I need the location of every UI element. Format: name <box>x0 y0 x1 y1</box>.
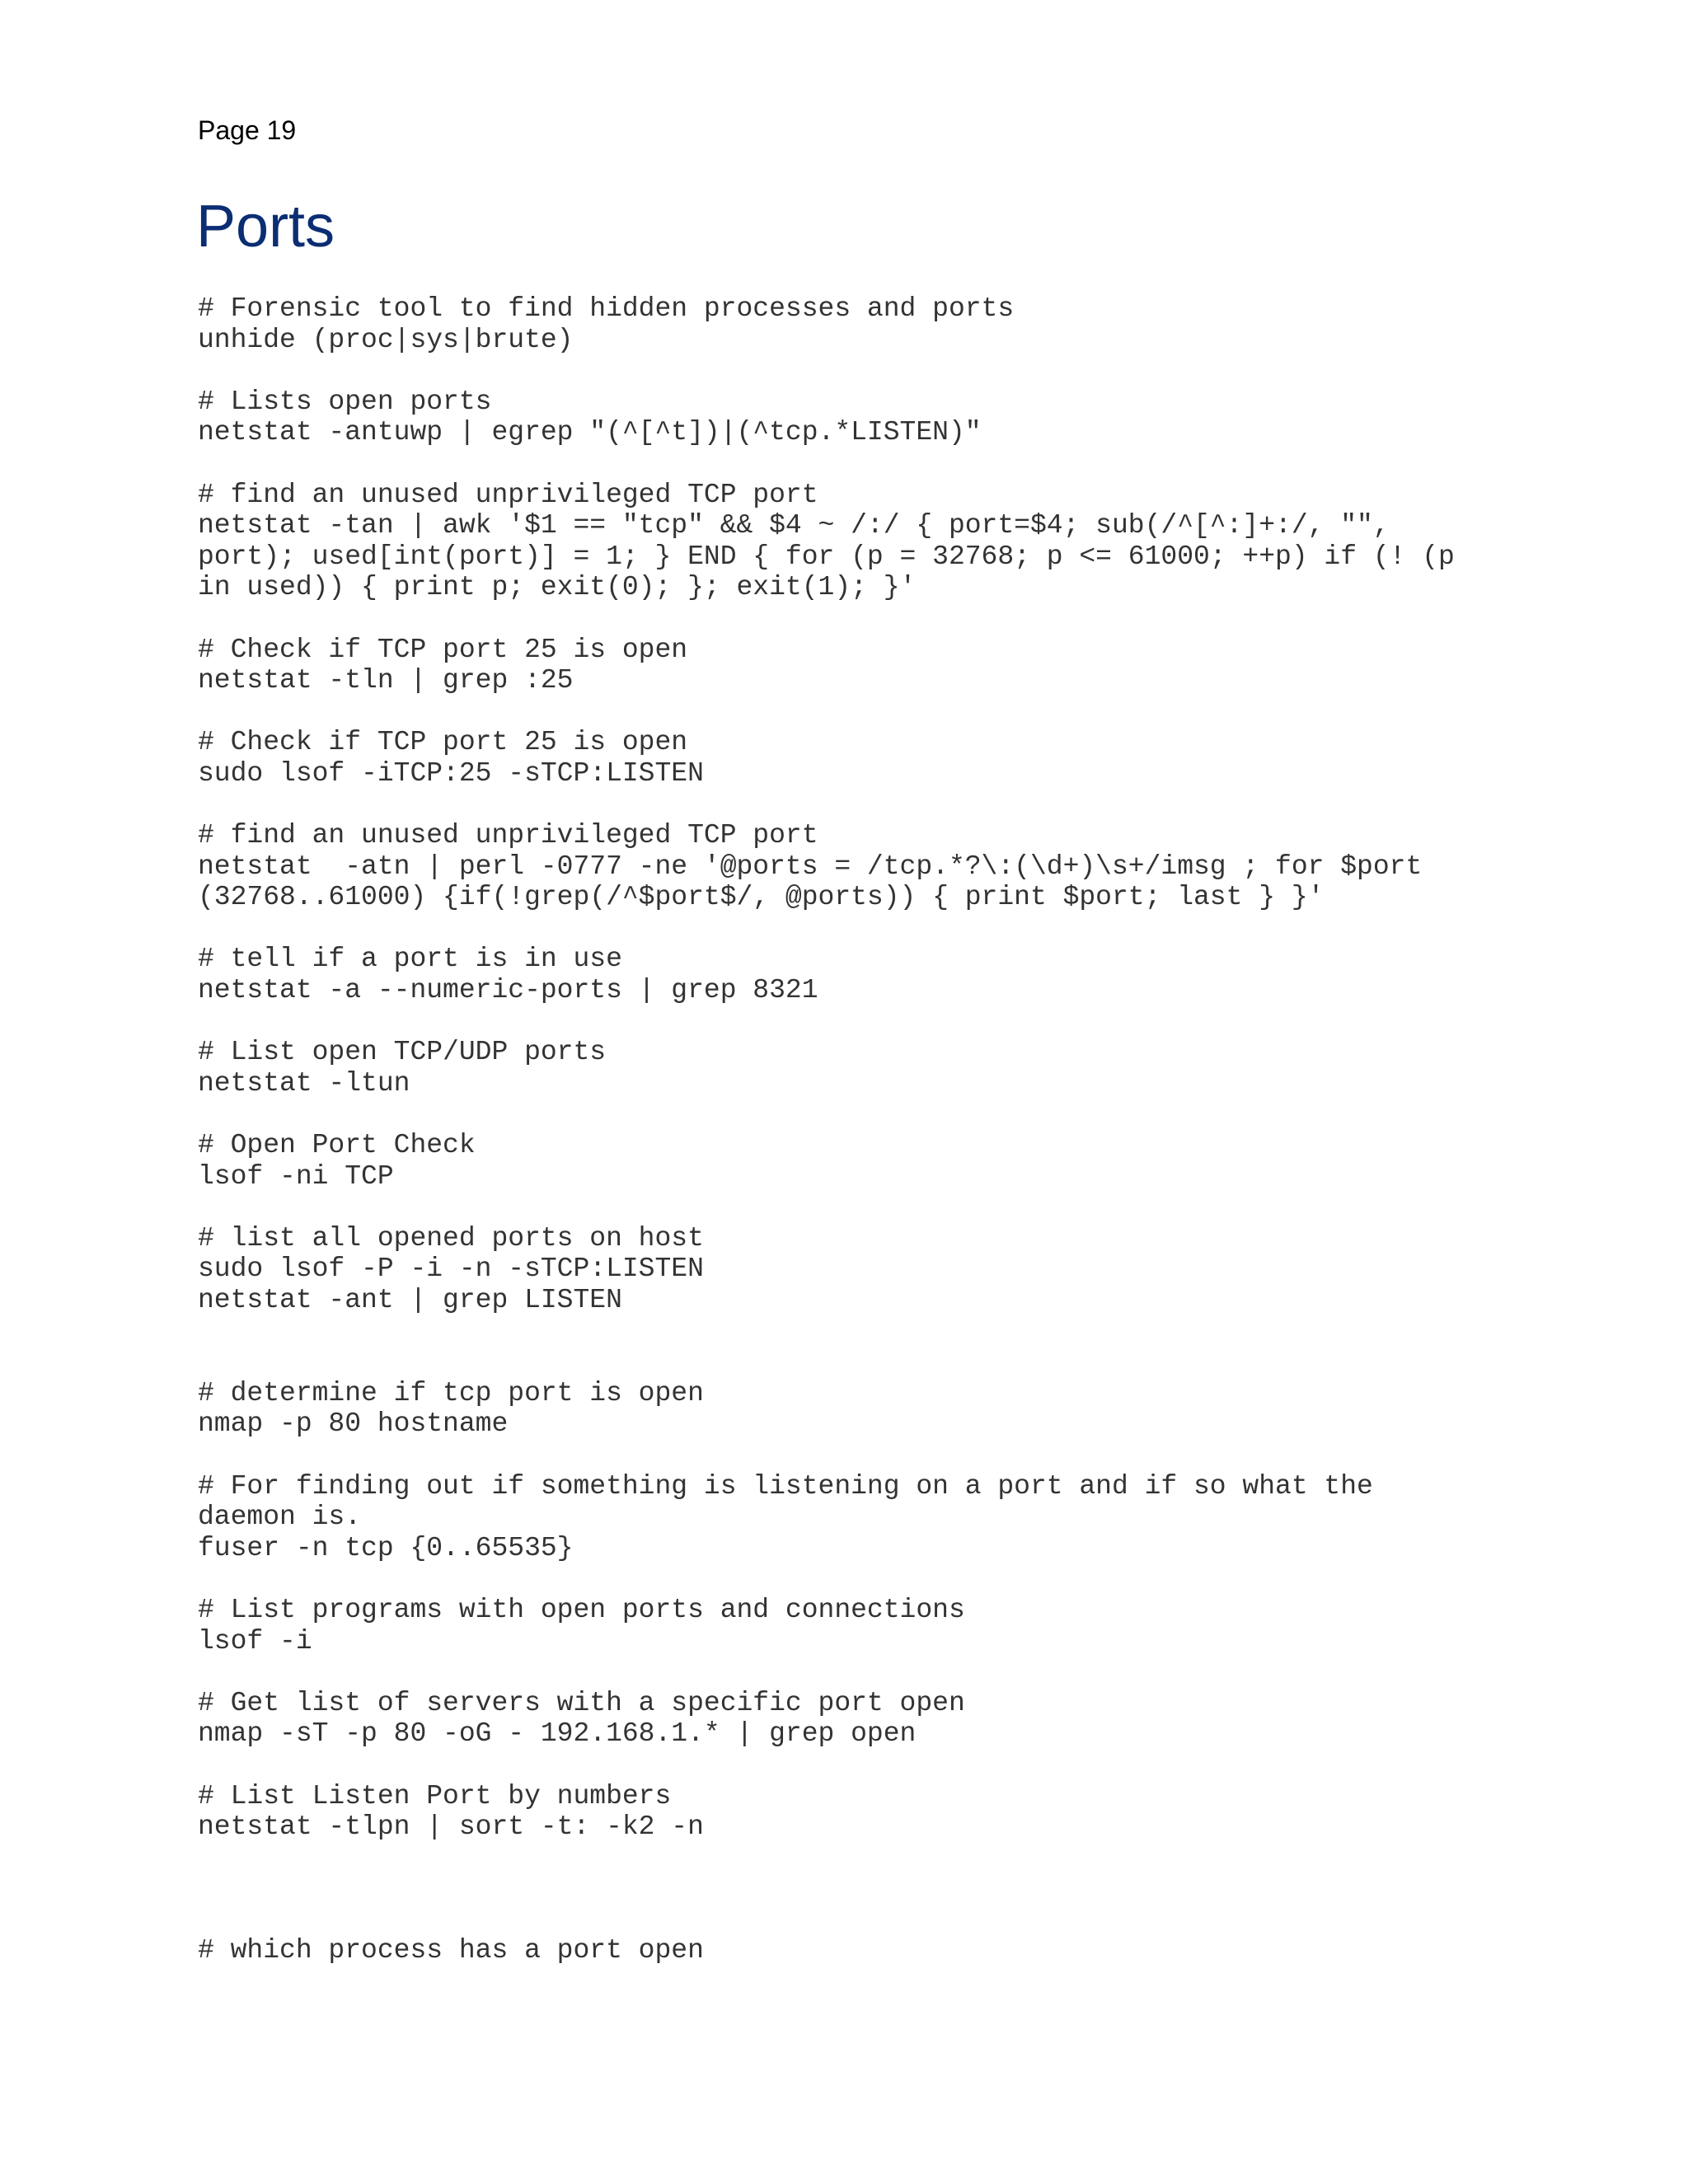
entry-command: netstat -ltun <box>198 1067 410 1099</box>
command-entry <box>198 1130 1533 1192</box>
command-entry <box>198 1935 1533 1966</box>
command-entry <box>198 727 1533 789</box>
entry-command: fuser -n tcp {0..65535} <box>198 1532 574 1563</box>
entry-command: netstat -tlpn | sort -t: -k2 -n <box>198 1811 704 1843</box>
command-entry <box>198 1223 1533 1316</box>
command-entry <box>198 635 1533 696</box>
section-title: Ports <box>196 194 335 260</box>
entry-command: sudo lsof -iTCP:25 -sTCP:LISTEN <box>198 757 704 789</box>
entry-comment: # List programs with open ports and connections <box>198 1594 965 1625</box>
command-list <box>198 293 1533 1998</box>
entry-comment: # Forensic tool to find hidden processes and ports <box>198 293 1015 324</box>
entry-command: port); used[int(port)] = 1; } END { for (p = 32768; p <= 61000; ++p) if (! (p <box>198 541 1455 572</box>
page-number: Page 19 <box>198 115 297 145</box>
command-entry <box>198 1781 1533 1843</box>
entry-command: nmap -sT -p 80 -oG - 192.168.1.* | grep open <box>198 1718 917 1750</box>
entry-command: nmap -p 80 hostname <box>198 1408 509 1440</box>
command-entry <box>198 387 1533 448</box>
entry-command: lsof -ni TCP <box>198 1160 394 1192</box>
entry-command: netstat -tan | awk '$1 == "tcp" && $4 ~ /:/ { port=$4; sub(/^[^:]+:/, "", <box>198 510 1390 541</box>
entry-command: sudo lsof -P -i -n -sTCP:LISTEN <box>198 1254 704 1285</box>
entry-command: netstat -a --numeric-ports | grep 8321 <box>198 975 818 1006</box>
command-entry <box>198 293 1533 355</box>
entry-command: netstat -tln | grep :25 <box>198 665 574 696</box>
entry-command: (32768..61000) {if(!grep(/^$port$/, @ports)) { print $port; last } }' <box>198 882 1325 913</box>
entry-comment: # List open TCP/UDP ports <box>198 1037 607 1068</box>
entry-command: netstat -antuwp | egrep "(^[^t])|(^tcp.*LISTEN)" <box>198 417 982 448</box>
command-entry <box>198 1037 1533 1099</box>
entry-comment: # find an unused unprivileged TCP port <box>198 820 818 851</box>
entry-comment: # which process has a port open <box>198 1935 704 1966</box>
entry-command: lsof -i <box>198 1625 312 1657</box>
command-entry <box>198 944 1533 1005</box>
entry-command: unhide (proc|sys|brute) <box>198 324 574 355</box>
entry-command: netstat -atn | perl -0777 -ne '@ports = /tcp.*?\:(\d+)\s+/imsg ; for $port <box>198 851 1423 882</box>
entry-comment: # Check if TCP port 25 is open <box>198 727 688 758</box>
entry-comment: # determine if tcp port is open <box>198 1377 704 1408</box>
entry-comment: # Lists open ports <box>198 386 492 417</box>
entry-comment: # list all opened ports on host <box>198 1222 704 1254</box>
entry-comment: # find an unused unprivileged TCP port <box>198 479 818 510</box>
command-entry <box>198 1595 1533 1657</box>
command-entry <box>198 480 1533 603</box>
command-entry <box>198 1471 1533 1564</box>
entry-comment: # Get list of servers with a specific port open <box>198 1687 965 1718</box>
entry-comment: # tell if a port is in use <box>198 944 622 975</box>
command-entry <box>198 1688 1533 1750</box>
entry-comment: # Check if TCP port 25 is open <box>198 634 688 665</box>
entry-comment: # For finding out if something is listening on a port and if so what the <box>198 1470 1373 1502</box>
entry-comment-continued: daemon is. <box>198 1502 362 1533</box>
entry-comment: # List Listen Port by numbers <box>198 1780 672 1811</box>
entry-command: in used)) { print p; exit(0); }; exit(1); }' <box>198 572 917 603</box>
entry-command: netstat -ant | grep LISTEN <box>198 1285 622 1315</box>
command-entry <box>198 820 1533 913</box>
entry-comment: # Open Port Check <box>198 1130 476 1161</box>
command-entry <box>198 1378 1533 1440</box>
